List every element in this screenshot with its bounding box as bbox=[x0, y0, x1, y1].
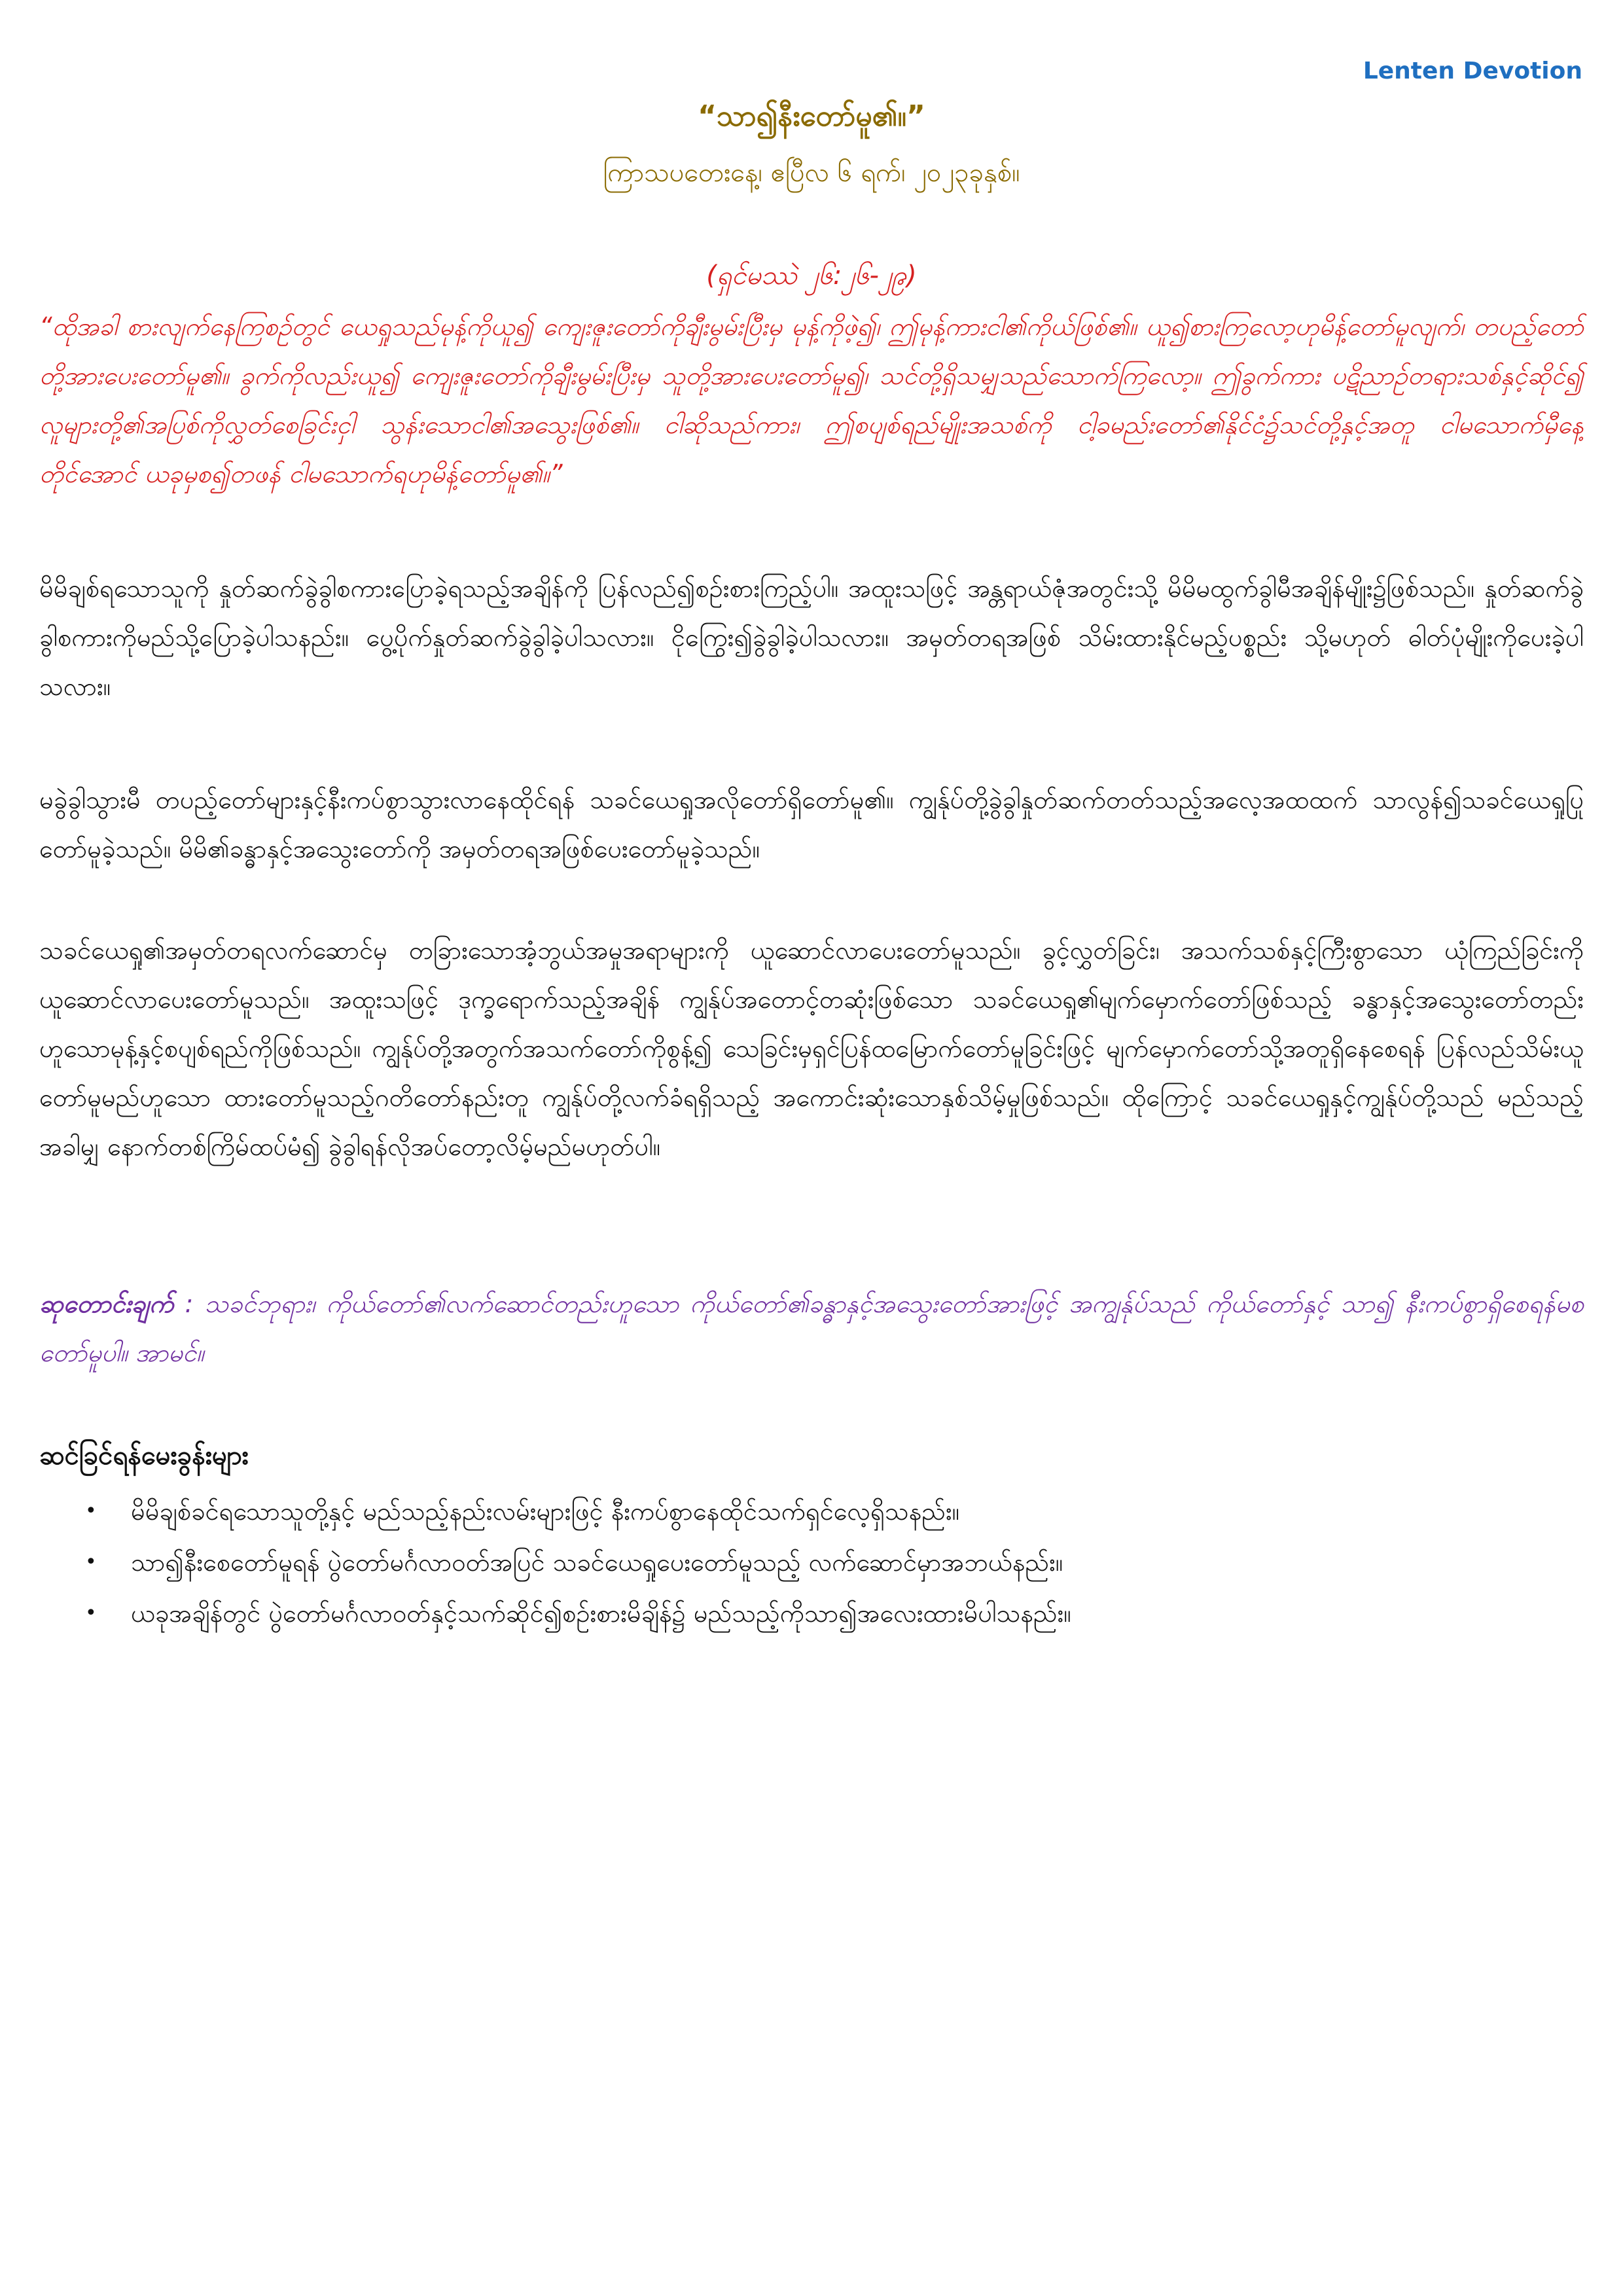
bullet-icon: • bbox=[85, 1602, 97, 1624]
devotion-date: ကြာသပတေးနေ့၊ ဧပြီလ ၆ ရက်၊ ၂၀၂၃ခုနှစ်။ bbox=[603, 158, 1020, 188]
question-text: မိမိချစ်ခင်ရသောသူတို့နှင့် မည်သည့်နည်းလမ်းများဖြင့် နီးကပ်စွာနေထိုင်သက်ရှင်လေ့ရှိသနည်း။ bbox=[131, 1497, 960, 1526]
scripture-text: “ထိုအခါ စားလျက်နေကြစဉ်တွင် ယေရှုသည်မုန့်ကိုယူ၍ ကျေးဇူးတော်ကိုချီးမွမ်းပြီးမှ မုန့်ကိုဖဲ့၍၊ ဤမုန့်ကားငါ၏ကိုယ်ဖြစ်၏။ ယူ၍စားကြလော့ဟုမိန့်တော်မူလျက်၊ တပည့်တော်တို့အားပေးတော်မူ၏။ ခွက်ကိုလည်းယူ၍ ကျေးဇူးတော်ကိုချီးမွမ်းပြီးမှ သူတို့အားပေးတော်မူ၍၊ သင်တို့ရှိသမျှသည်သောက်ကြလော့။ ဤခွက်ကား ပဋိညာဉ်တရားသစ်နှင့်ဆိုင်၍ လူများတို့၏အပြစ်ကိုလွှတ်စေခြင်းငှါ သွန်းသောငါ၏အသွေးဖြစ်၏။ ငါဆိုသည်ကား၊ ဤစပျစ်ရည်မျိုးအသစ်ကို ငါ့ခမည်းတော်၏နိုင်ငံ၌သင်တို့နှင့်အတူ ငါမသောက်မှီနေ့တိုင်အောင် ယခုမှစ၍တဖန် ငါမသောက်ရဟုမိန့်တော်မူ၏။” bbox=[39, 312, 1584, 488]
paragraph-2: မခွဲခွါသွားမီ တပည့်တော်များနှင့်နီးကပ်စွာသွားလာနေထိုင်ရန် သခင်ယေရှုအလိုတော်ရှိတော်မူ၏။ ကျွန်ုပ်တို့ခွဲခွါနှုတ်ဆက်တတ်သည့်အလေ့အထထက် သာလွန်၍သခင်ယေရှုပြုတော်မူခဲ့သည်။ မိမိ၏ခန္ဓာနှင့်အသွေးတော်ကို အမှတ်တရအဖြစ်ပေးတော်မူခဲ့သည်။ bbox=[39, 785, 1584, 863]
paragraph-1: မိမိချစ်ရသောသူကို နှုတ်ဆက်ခွဲခွါစကားပြောခဲ့ရသည့်အချိန်ကို ပြန်လည်၍စဉ်းစားကြည့်ပါ။ အထူးသဖြင့် အန္တရာယ်ဇုံအတွင်းသို့ မိမိမထွက်ခွါမီအချိန်မျိုး၌ဖြစ်သည်။ နှုတ်ဆက်ခွဲခွါစကားကိုမည်သို့ပြောခဲ့ပါသနည်း။ ပွေ့ပိုက်နှုတ်ဆက်ခွဲခွါခဲ့ပါသလား။ ငိုကြွေး၍ခွဲခွါခဲ့ပါသလား။ အမှတ်တရအဖြစ် သိမ်းထားနိုင်မည့်ပစ္စည်း သို့မဟုတ် ဓါတ်ပုံမျိုးကိုပေးခဲ့ပါသလား။ bbox=[39, 574, 1584, 701]
prayer-label: ဆုတောင်းချက် bbox=[39, 1289, 174, 1318]
prayer-separator: : bbox=[173, 1289, 205, 1318]
question-text: ယခုအချိန်တွင် ပွဲတော်မင်္ဂလာဝတ်နှင့်သက်ဆိုင်၍စဉ်းစားမိချိန်၌ မည်သည့်ကိုသာ၍အလေးထားမိပါသနည်း။ bbox=[131, 1599, 1071, 1628]
paragraph-3: သခင်ယေရှု၏အမှတ်တရလက်ဆောင်မှ တခြားသောအံ့ဘွယ်အမှုအရာများကို ယူဆောင်လာပေးတော်မူသည်။ ခွင့်လွှတ်ခြင်း၊ အသက်သစ်နှင့်ကြီးစွာသော ယုံကြည်ခြင်းကိုယူဆောင်လာပေးတော်မူသည်။ အထူးသဖြင့် ဒုက္ခရောက်သည့်အချိန် ကျွန်ုပ်အတောင့်တဆုံးဖြစ်သော သခင်ယေရှု၏မျက်မှောက်တော်ဖြစ်သည့် ခန္ဓာနှင့်အသွေးတော်တည်းဟူသောမုန့်နှင့်စပျစ်ရည်ကိုဖြစ်သည်။ ကျွန်ုပ်တို့အတွက်အသက်တော်ကိုစွန့်၍ သေခြင်းမှရှင်ပြန်ထမြောက်တော်မူခြင်းဖြင့် မျက်မှောက်တော်သို့အတူရှိနေစေရန် ပြန်လည်သိမ်းယူတော်မူမည်ဟူသော ထားတော်မူသည့်ဂတိတော်နည်းတူ ကျွန်ုပ်တို့လက်ခံရရှိသည့် အကောင်းဆုံးသောနှစ်သိမ့်မှုဖြစ်သည်။ ထိုကြောင့် သခင်ယေရှုနှင့်ကျွန်ုပ်တို့သည် မည်သည့်အခါမျှ နောက်တစ်ကြိမ်ထပ်မံ၍ ခွဲခွါရန်လိုအပ်တော့လိမ့်မည်မဟုတ်ပါ။ bbox=[39, 936, 1584, 1161]
series-label: Lenten Devotion bbox=[1363, 58, 1582, 84]
questions-heading: ဆင်ခြင်ရန်မေးခွန်းများ bbox=[39, 1441, 249, 1471]
list-item bbox=[85, 1588, 1564, 1639]
question-text: သာ၍နီးစေတော်မူရန် ပွဲတော်မင်္ဂလာဝတ်အပြင် သခင်ယေရှုပေးတော်မူသည့် လက်ဆောင်မှာအဘယ်နည်း။ bbox=[131, 1548, 1063, 1577]
scripture-reference: (ရှင်မဿဲ ၂၆:၂၆-၂၉) bbox=[706, 260, 917, 291]
bullet-icon: • bbox=[85, 1551, 97, 1573]
questions-list bbox=[85, 1486, 1564, 1639]
bullet-icon: • bbox=[85, 1499, 97, 1522]
list-item bbox=[85, 1537, 1564, 1588]
devotion-title: “သာ၍နီးတော်မူ၏။” bbox=[698, 99, 925, 133]
prayer-text: သခင်ဘုရား၊ ကိုယ်တော်၏လက်ဆောင်တည်းဟူသော ကိုယ်တော်၏ခန္ဓာနှင့်အသွေးတော်အားဖြင့် အကျွန်ုပ်သည် ကိုယ်တော်နှင့် သာ၍ နီးကပ်စွာရှိစေရန်မစတော်မူပါ။ အာမင်။ bbox=[39, 1289, 1584, 1367]
prayer-section bbox=[39, 1280, 1584, 1378]
list-item bbox=[85, 1486, 1564, 1537]
